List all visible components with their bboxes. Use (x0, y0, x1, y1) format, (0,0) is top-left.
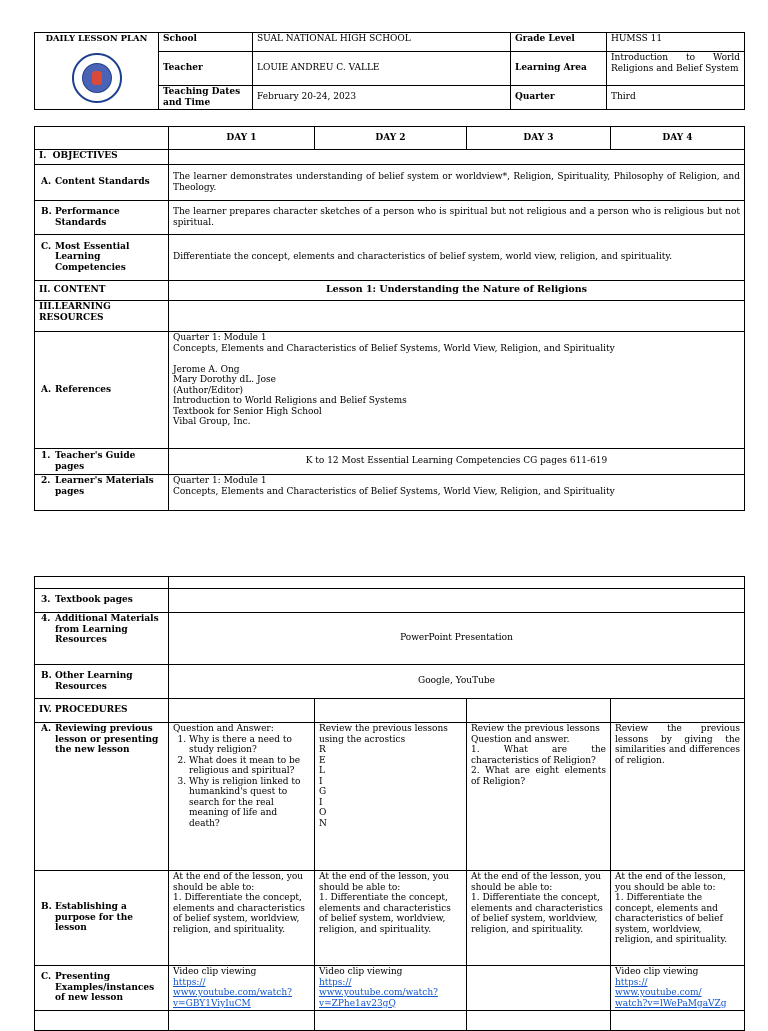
reviewing-lesson-label (35, 723, 169, 871)
grade-label: Grade Level (511, 33, 607, 52)
empty-cell (169, 699, 315, 723)
day-header: DAY 2 (315, 127, 467, 150)
reviewing-day1-intro: Question and Answer: (173, 724, 274, 734)
presenting-examples-day3 (467, 966, 611, 1011)
empty-cell (611, 699, 745, 723)
performance-standards-text: The learner prepares character sketches of a person who is spiritual but not religious and a person who is religious but not spiritual. (169, 201, 745, 235)
establishing-purpose-label (35, 871, 169, 966)
references-label (35, 332, 169, 449)
reviewing-day1 (169, 723, 315, 871)
item-label: Most Essential Learning Competencies (55, 241, 130, 273)
objectives-heading (35, 150, 169, 165)
empty-cell (169, 301, 745, 332)
item-letter: B. (41, 902, 52, 913)
item-letter: B. (41, 671, 52, 681)
establishing-purpose-day3: At the end of the lesson, you should be able to: 1. Differentiate the concept, elements and characteristics of belief system, worldview, religion, and spirituality. (467, 871, 611, 966)
next-row-cell (611, 1011, 745, 1031)
item-number: 1. (41, 451, 51, 461)
teachers-guide-label (35, 449, 169, 475)
youtube-link[interactable]: https:// www.youtube.com/ watch?v=lWePaMgaVZg (615, 977, 727, 1009)
next-row-cell (35, 1011, 169, 1031)
learning-resources-heading: III.LEARNING RESOURCES (35, 301, 169, 332)
header-table (34, 32, 745, 110)
item-label: Other Learning Resources (55, 671, 133, 692)
procedures-heading: IV. PROCEDURES (35, 699, 169, 723)
presenting-examples-day1 (169, 966, 315, 1011)
item-label: Reviewing previous lesson or presenting the new lesson (55, 724, 159, 755)
section-number: I. (39, 151, 47, 161)
reviewing-day3: Review the previous lessons Question and answer. 1. What are the characteristics of Religion? 2. What are eight elements of Religion? (467, 723, 611, 871)
melc-label (35, 235, 169, 281)
item-label: Textbook pages (55, 595, 133, 606)
establishing-purpose-day2: At the end of the lesson, you should be able to: 1. Differentiate the concept, elements and characteristics of belief system, worldview, religion, and spirituality. (315, 871, 467, 966)
doc-title: DAILY LESSON PLAN (45, 34, 148, 44)
textbook-pages-value (169, 589, 745, 613)
empty-cell (467, 699, 611, 723)
list-item: 2. What does it mean to be religious and spiritual? (189, 756, 310, 777)
section-title: OBJECTIVES (52, 151, 118, 161)
dates-label: Teaching Dates and Time (159, 86, 253, 110)
melc-text: Differentiate the concept, elements and characteristics of belief system, world view, religion, and spirituality. (169, 235, 745, 281)
area-label: Learning Area (511, 52, 607, 86)
video-clip-label: Video clip viewing (173, 967, 257, 977)
content-standards-label (35, 165, 169, 201)
item-label: Teacher's Guide pages (55, 451, 136, 472)
empty-cell (169, 150, 745, 165)
teacher-label: Teacher (159, 52, 253, 86)
reviewing-day2: Review the previous lessons using the acrostics R E L I G I O N (315, 723, 467, 871)
establishing-purpose-day4: At the end of the lesson, you should be able to: 1. Differentiate the concept, elements and characteristics of belief system, worldview, religion, and spirituality. (611, 871, 745, 966)
item-number: 4. (41, 614, 51, 624)
item-label: Establishing a purpose for the lesson (55, 902, 133, 934)
item-letter: C. (41, 972, 52, 983)
presenting-examples-day4 (611, 966, 745, 1011)
item-label: References (55, 384, 112, 395)
other-resources-label (35, 665, 169, 699)
item-letter: A. (41, 177, 52, 188)
day-header: DAY 1 (169, 127, 315, 150)
next-row-cell (315, 1011, 467, 1031)
area-value: Introduction to World Religions and Belief System (607, 52, 745, 86)
video-clip-label: Video clip viewing (319, 967, 403, 977)
grade-value: HUMSS 11 (607, 33, 745, 52)
video-clip-label: Video clip viewing (615, 967, 699, 977)
content-heading: II. CONTENT (35, 281, 169, 301)
item-letter: C. (41, 241, 52, 252)
learners-materials-label (35, 475, 169, 511)
additional-materials-text: PowerPoint Presentation (169, 613, 745, 665)
quarter-value: Third (607, 86, 745, 110)
item-label: Learner's Materials pages (55, 476, 154, 497)
deped-seal-icon (72, 53, 122, 103)
item-number: 3. (41, 595, 51, 606)
additional-materials-label (35, 613, 169, 665)
youtube-link[interactable]: https:// www.youtube.com/watch? v=GBY1ViyIuCM (173, 977, 292, 1009)
empty-corner-cell (35, 127, 169, 150)
item-letter: B. (41, 207, 52, 217)
next-row-cell (467, 1011, 611, 1031)
other-resources-text: Google, YouTube (169, 665, 745, 699)
lesson-table-part2 (34, 576, 745, 1031)
establishing-purpose-day1: At the end of the lesson, you should be able to: 1. Differentiate the concept, elements and characteristics of belief system, worldview, religion, and spirituality. (169, 871, 315, 966)
references-text: Quarter 1: Module 1 Concepts, Elements and Characteristics of Belief Systems, World View, Religion, and Spirituality Jerome A. Ong Mary Dorothy dL. Jose (Author/Editor) Introduction to World Religions and Belief Systems Textbook for Senior High School Vibal Group, Inc. (169, 332, 745, 449)
item-number: 2. (41, 476, 51, 486)
list-item: 3. Why is religion linked to humankind's quest to search for the real meaning of life and death? (189, 777, 310, 830)
teachers-guide-text: K to 12 Most Essential Learning Competencies CG pages 611-619 (169, 449, 745, 475)
empty-cell (315, 699, 467, 723)
presenting-examples-day2 (315, 966, 467, 1011)
empty-cell (169, 577, 745, 589)
item-label: Presenting Examples/instances of new lesson (55, 972, 155, 1004)
presenting-examples-label (35, 966, 169, 1011)
item-label: Content Standards (55, 177, 150, 188)
textbook-pages-label (35, 589, 169, 613)
day-header: DAY 4 (611, 127, 745, 150)
school-value: SUAL NATIONAL HIGH SCHOOL (253, 33, 511, 52)
item-label: Additional Materials from Learning Resources (55, 614, 159, 645)
item-label: Performance Standards (55, 207, 120, 228)
day-header: DAY 3 (467, 127, 611, 150)
performance-standards-label (35, 201, 169, 235)
quarter-label: Quarter (511, 86, 607, 110)
teacher-value: LOUIE ANDREU C. VALLE (253, 52, 511, 86)
reviewing-day4: Review the previous lessons by giving the similarities and differences of religion. (611, 723, 745, 871)
content-standards-text: The learner demonstrates understanding of belief system or worldview*, Religion, Spirituality, Philosophy of Religion, and Theology. (169, 165, 745, 201)
item-letter: A. (41, 724, 52, 734)
list-item: 1. Why is there a need to study religion? (189, 735, 310, 756)
school-label: School (159, 33, 253, 52)
item-letter: A. (41, 384, 52, 395)
learners-materials-text: Quarter 1: Module 1 Concepts, Elements and Characteristics of Belief Systems, World View, Religion, and Spirituality (169, 475, 745, 511)
dates-value: February 20-24, 2023 (253, 86, 511, 110)
lesson-title: Lesson 1: Understanding the Nature of Religions (169, 281, 745, 301)
youtube-link[interactable]: https:// www.youtube.com/watch? v=ZPhe1av23gQ (319, 977, 438, 1009)
lesson-table-part1 (34, 126, 745, 511)
empty-cell (35, 577, 169, 589)
header-logo-cell (35, 33, 159, 110)
next-row-cell (169, 1011, 315, 1031)
reviewing-day1-list (173, 735, 310, 830)
